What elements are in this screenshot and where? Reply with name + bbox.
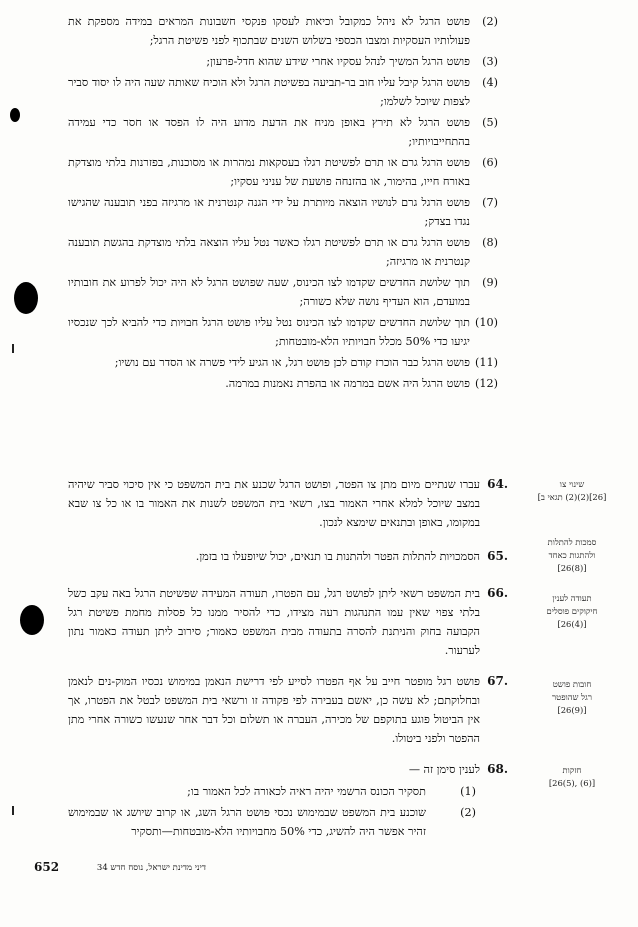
margin-mark bbox=[12, 344, 14, 353]
section-text: לענין סימן זה — bbox=[408, 763, 480, 776]
margin-note-67: חובות פושט רגל שהופטר [(9)26] bbox=[552, 679, 592, 715]
clause-number: (4) bbox=[482, 76, 498, 89]
clause-number: (5) bbox=[482, 116, 498, 129]
clause-number: (8) bbox=[482, 236, 498, 249]
margin-note-65: סמכות להתלות ולהתגות כאחד [(8)26] bbox=[547, 537, 597, 573]
clause-item bbox=[68, 52, 508, 71]
clause-number: (3) bbox=[482, 55, 498, 68]
clause-item bbox=[68, 193, 508, 231]
clause-text: פושט הרגל לא ניהל כמקובל וכיאות לעסקו פנקסי חשבונות המראים במידה מספקת את פעולותיו העסקיות ומצבו הכספי בשלוש השנים שבתכוף לפני פשיטת הרגל; bbox=[68, 15, 470, 47]
clause-text: פושט הרגל כבר הוכרז קודם לכן פושט רגל, או הגיע לידי פשרה או הסדר עם נושיו; bbox=[114, 356, 470, 369]
margin-note-66: תעודה לענין חיקוקים פוסלים [(4)26] bbox=[546, 593, 598, 629]
section-number: .68 bbox=[487, 762, 508, 776]
clause-number: (12) bbox=[475, 377, 498, 390]
clause-item bbox=[68, 12, 508, 50]
clause-text: פושט הרגל גרם לנושיו הוצאה מיותרת על ידי הגנה קנטרנית או מרגיזה בפני תובענה שהגישו נגדו בצדק; bbox=[68, 196, 470, 228]
section-text: עברו שנתיים מיום מתן צו הפטר, ופושט הרגל שכנע את בית המשפט כי אין סיכוי סביר שיהיה במצב שיוכל למלא אחרי האמור בצו, רשאי בית המשפט לשנות את האמור בו או כל צו שבא במקומו, באופן ובתנאים שימצא לנכון. bbox=[68, 478, 480, 529]
clause-text: פושט הרגל לא תירץ באופן מניח את הדעת מדוע היה לו הפסד או חסר כדי עמידה בהתחייבויותיו; bbox=[68, 116, 470, 148]
clause-item bbox=[68, 353, 508, 372]
clause-list-b bbox=[68, 782, 508, 843]
section-68 bbox=[68, 760, 508, 779]
clause-item bbox=[68, 313, 508, 351]
clause-text: תוך שלושת החדשים שקדמו לצו הכינוס, שעה שפושט הרגל לא היה יכול לפרוע את חובותיו במועדם, הוא העדיף נושה שלא כשורה; bbox=[68, 276, 470, 308]
clause-item bbox=[68, 803, 508, 841]
page-number: 652 bbox=[34, 860, 60, 874]
clause-text: פושט הרגל היה אשם במרמה או בהפרת נאמנות במרמה. bbox=[225, 377, 470, 390]
section-number: .67 bbox=[487, 674, 508, 688]
clause-number: (6) bbox=[482, 156, 498, 169]
clause-number: (10) bbox=[475, 316, 498, 329]
section-64 bbox=[68, 475, 508, 532]
section-number: .66 bbox=[487, 586, 508, 600]
clause-number: (11) bbox=[475, 356, 498, 369]
clause-text: פושט הרגל קיבל עליו חוב בר-תביעה בפשיטת הרגל ולא הוכיח שאותה שעה היה לו יסוד סביר לצפות שיוכל לשלמו; bbox=[68, 76, 470, 108]
clause-number: (2) bbox=[460, 806, 476, 819]
section-number: .64 bbox=[487, 477, 508, 491]
clause-number: (2) bbox=[482, 15, 498, 28]
section-text: הסמכויות להתלות הפטר ולהתנות בו תנאים, יכול שיופעלו בו בזמן. bbox=[195, 550, 480, 563]
ink-blot bbox=[20, 605, 44, 635]
clause-text: פושט הרגל המשיך לנהל עסקיו אחרי שידע שהוא חדל-פרעון; bbox=[206, 55, 470, 68]
clause-item bbox=[68, 273, 508, 311]
clause-item bbox=[68, 153, 508, 191]
section-65 bbox=[68, 547, 508, 566]
page-footer bbox=[0, 860, 638, 880]
clause-item bbox=[68, 113, 508, 151]
clause-item bbox=[68, 73, 508, 111]
clause-text: שוכנע בית המשפט שבמימוש נכסי פושט הרגל השג, או קרוב שיושג או שבמימוש זהיר אפשר היה להשיג, כדי 50% מחבויותיו הלא-מובטחות—ותסקיר bbox=[68, 806, 426, 838]
clause-item bbox=[68, 374, 508, 393]
clause-text: פושט הרגל גרם או תרם לפשיטת רגלו כאשר נטל עליו הוצאה בלתי מוצדקת בהגשת תובענה קנטרנית או מרגיזה; bbox=[68, 236, 470, 268]
clause-text: פושט הרגל גרם או תרם לפשיטת רגלו בעסקאות נמהרות או מסוכנות, בפזרנות בלתי מוצדקת באורח חייו, בהימור, או בהזנחה פושעת של עניני עסקיו; bbox=[68, 156, 470, 188]
clause-list-a bbox=[68, 12, 508, 395]
margin-mark bbox=[12, 806, 14, 815]
margin-note-68: חזקות [(6) ,(5)26] bbox=[548, 765, 596, 788]
ink-blot bbox=[14, 282, 38, 314]
clause-text: תוך שלושת החדשים שקדמו לצו הכינוס נטל עליו פושט הרגל חבויות כדי להביא לכך שנכסיו יגיעו כדי 50% מכלל חבויותיו הלא-מובטחות; bbox=[68, 316, 470, 348]
clause-text: תסקיר הכונס הרשמי יהיה ראיה לכאורה לכל האמור בו; bbox=[187, 785, 426, 798]
section-text: פושט רגל מופטר חייב על אף הפטרו לסייע לפי דרישת הנאמן במימוש נכסיו המוק-נים לנאמן ובחלוקתם; לא עשה כן, יאשם בעבירה לפי פקודה זו ורשאי בית המשפט לבטל את הפטרו, אך אין הביטול פוגע בתוקפם של מכירה, העברה או תשלום וכל דבר אחר שנעשו כשורה אחרי מתן ההפטר ולפני ביטולו. bbox=[68, 675, 480, 745]
section-number: .65 bbox=[487, 549, 508, 563]
clause-item bbox=[68, 233, 508, 271]
section-67 bbox=[68, 672, 508, 748]
clause-number: (7) bbox=[482, 196, 498, 209]
ink-blot bbox=[10, 108, 20, 122]
clause-item bbox=[68, 782, 508, 801]
section-66 bbox=[68, 584, 508, 660]
clause-number: (1) bbox=[460, 785, 476, 798]
margin-note-64: שינוי צו [26](2)(2) תגאי ב] bbox=[537, 479, 607, 502]
running-title: דיני מדינת ישראל, נוסח חדש 34 bbox=[96, 863, 206, 873]
clause-number: (9) bbox=[482, 276, 498, 289]
section-text: בית המשפט רשאי ליתן לפושט רגל, עם הפטרו, תעודה המעידה שפשיטת הרגל באה עקב כשל בלתי צפוי שאין עמו התנהגות רעה מצידו, כדי להסיר ממנו כל פסלות מחמת פשיטת רגל הקבועה בחוק והניתנת להסרה בתעודה מבית המשפט כאמור; סירוב ליתן תעודה כאמור נתון לערעור. bbox=[68, 587, 480, 657]
